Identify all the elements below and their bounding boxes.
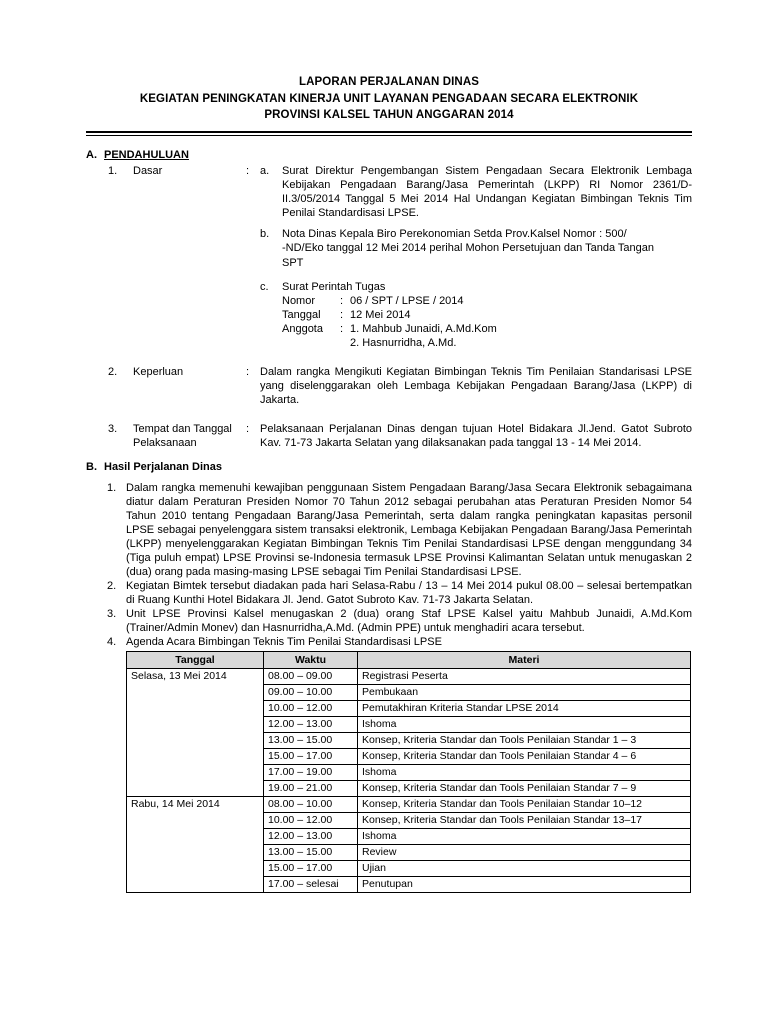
cell-materi: Ishoma xyxy=(358,829,691,845)
cell-materi: Review xyxy=(358,845,691,861)
section-a-item-keperluan xyxy=(86,365,692,407)
section-b-item-3 xyxy=(86,607,692,635)
cell-waktu: 13.00 – 15.00 xyxy=(264,845,358,861)
cell-materi: Ishoma xyxy=(358,765,691,781)
cell-waktu: 08.00 – 10.00 xyxy=(264,797,358,813)
cell-materi: Ujian xyxy=(358,861,691,877)
column-header-waktu: Waktu xyxy=(264,652,358,669)
item-number: 1. xyxy=(107,481,117,494)
sub-b-line-2: -ND/Eko tanggal 12 Mei 2014 perihal Mohon Persetujuan dan Tanda Tangan xyxy=(282,242,655,255)
sub-letter: c. xyxy=(260,280,269,293)
column-header-tanggal: Tanggal xyxy=(127,652,264,669)
sub-text xyxy=(282,227,692,269)
item-colon: : xyxy=(246,165,250,178)
cell-waktu: 10.00 – 12.00 xyxy=(264,813,358,829)
cell-materi: Konsep, Kriteria Standar dan Tools Penilaian Standar 10–12 xyxy=(358,797,691,813)
item-text: Kegiatan Bimtek tersebut diadakan pada hari Selasa-Rabu / 13 – 14 Mei 2014 pukul 08.00 – selesai bertempatkan di Ruang Kunthi Hotel Bidakara Jl. Jend. Gatot Subroto Kav. 71-73 Jakarta Selatan. xyxy=(126,580,692,607)
title-divider-rule xyxy=(86,131,692,136)
item-colon: : xyxy=(246,423,250,436)
spt-tanggal-colon: : xyxy=(340,308,344,321)
spt-tanggal-row xyxy=(282,308,692,322)
cell-waktu: 15.00 – 17.00 xyxy=(264,861,358,877)
title-line-1: LAPORAN PERJALANAN DINAS xyxy=(298,76,480,88)
cell-materi: Ishoma xyxy=(358,717,691,733)
cell-materi: Konsep, Kriteria Standar dan Tools Penilaian Standar 1 – 3 xyxy=(358,733,691,749)
cell-materi: Penutupan xyxy=(358,877,691,893)
item-value xyxy=(260,164,692,350)
cell-waktu: 19.00 – 21.00 xyxy=(264,781,358,797)
cell-waktu: 10.00 – 12.00 xyxy=(264,701,358,717)
sub-text xyxy=(282,280,692,350)
item-colon: : xyxy=(246,366,250,379)
dasar-sub-c xyxy=(260,280,692,350)
item-value: Dalam rangka Mengikuti Kegiatan Bimbingan Teknis Tim Penilaian Standarisasi LPSE yang diselenggarakan oleh Lembaga Kebijakan Pengadaan Barang/Jasa (LKPP) di Jakarta. xyxy=(260,366,692,407)
dasar-sub-a xyxy=(260,164,692,220)
agenda-table-body xyxy=(127,669,691,893)
spt-nomor-row xyxy=(282,294,692,308)
sub-text: Surat Direktur Pengembangan Sistem Pengadaan Secara Elektronik Lembaga Kebijakan Pengadaan Barang/Jasa Pemerintah (LKPP) RI Nomor 2361/D-II.3/05/2014 Tanggal 5 Mei 2014 Hal Undangan Kegiatan Bimbingan Teknis Tim Penilai Standardisasi LPSE. xyxy=(282,165,692,220)
title-line-3: PROVINSI KALSEL TAHUN ANGGARAN 2014 xyxy=(264,109,514,122)
spt-nomor-key: Nomor xyxy=(282,294,316,307)
sub-letter: a. xyxy=(260,165,270,178)
spacer xyxy=(86,451,692,460)
item-number: 4. xyxy=(107,636,117,649)
item-label: Dasar xyxy=(133,165,163,178)
cell-waktu: 12.00 – 13.00 xyxy=(264,829,358,845)
cell-materi: Konsep, Kriteria Standar dan Tools Penilaian Standar 7 – 9 xyxy=(358,781,691,797)
dasar-sub-b xyxy=(260,227,692,269)
section-a-title: PENDAHULUAN xyxy=(104,149,189,162)
item-number: 2. xyxy=(107,580,117,593)
item-text: Unit LPSE Provinsi Kalsel menugaskan 2 (dua) orang Staf LPSE Kalsel yaitu Mahbub Junaidi, A.Md.Kom (Trainer/Admin Monev) dan Hasnurridha,A.Md. (Admin PPE) untuk menghadiri acara tersebut. xyxy=(126,608,692,635)
item-label xyxy=(133,422,246,450)
cell-materi: Pemutakhiran Kriteria Standar LPSE 2014 xyxy=(358,701,691,717)
spt-tanggal-key: Tanggal xyxy=(282,308,321,321)
item-number: 3. xyxy=(108,423,118,436)
cell-waktu: 15.00 – 17.00 xyxy=(264,749,358,765)
item-label: Keperluan xyxy=(133,366,184,379)
spt-title: Surat Perintah Tugas xyxy=(282,280,386,293)
cell-materi: Konsep, Kriteria Standar dan Tools Penilaian Standar 13–17 xyxy=(358,813,691,829)
spacer xyxy=(86,351,692,365)
item-number: 1. xyxy=(108,165,118,178)
spt-details xyxy=(282,294,692,350)
cell-waktu: 17.00 – selesai xyxy=(264,877,358,893)
spt-anggota-colon: : xyxy=(340,322,344,335)
spt-anggota-row xyxy=(282,322,692,336)
cell-waktu: 12.00 – 13.00 xyxy=(264,717,358,733)
agenda-table-head xyxy=(127,652,691,669)
spt-nomor-value: 06 / SPT / LPSE / 2014 xyxy=(350,294,464,307)
cell-tanggal: Selasa, 13 Mei 2014 xyxy=(127,669,264,797)
cell-waktu: 13.00 – 15.00 xyxy=(264,733,358,749)
section-b-item-2 xyxy=(86,579,692,607)
document-content xyxy=(86,74,692,893)
cell-materi: Konsep, Kriteria Standar dan Tools Penilaian Standar 4 – 6 xyxy=(358,749,691,765)
cell-tanggal: Rabu, 14 Mei 2014 xyxy=(127,797,264,893)
cell-waktu: 09.00 – 10.00 xyxy=(264,685,358,701)
spt-nomor-colon: : xyxy=(340,294,344,307)
title-line-2: KEGIATAN PENINGKATAN KINERJA UNIT LAYANAN PENGADAAN SECARA ELEKTRONIK xyxy=(139,92,639,105)
section-b-heading xyxy=(86,460,692,474)
spt-anggota-key: Anggota xyxy=(282,322,323,335)
sub-b-line-3: SPT xyxy=(282,256,304,269)
item-number: 3. xyxy=(107,608,117,621)
table-row xyxy=(127,669,691,685)
spt-anggota-1: 1. Mahbub Junaidi, A.Md.Kom xyxy=(350,322,497,335)
document-title xyxy=(86,74,692,124)
sub-b-line-1: Nota Dinas Kepala Biro Perekonomian Setda Prov.Kalsel Nomor : 500/ xyxy=(282,228,627,241)
agenda-table xyxy=(126,651,691,893)
item-text: Dalam rangka memenuhi kewajiban penggunaan Sistem Pengadaan Barang/Jasa Secara Elektronik sebagaimana diatur dalam Peraturan Presiden Nomor 70 Tahun 2012 sebagai perubahan atas Peraturan Presiden Nomor 54 Tahun 2010 tentang Pengadaan Barang/Jasa Pemerintah, serta dalam rangka peningkatan kapasitas personil LPSE sebagai penyelenggara sistem transaksi elektronik, Lembaga Kebijakan Pengadaan Barang/Jasa Pemerintah (LKPP) menyelenggarakan Kegiatan Bimbingan Teknis Tim Penilai Standardisasi LPSE dengan menggundang 34 (Tiga puluh empat) LPSE Provinsi se-Indonesia termasuk LPSE Provinsi Kalimantan Selatan untuk menugaskan 2 (dua) orang pada masing-masing LPSE sebagai Tim Penilai Standardisasi LPSE. xyxy=(126,481,692,578)
item-label-line-2: Pelaksanaan xyxy=(133,437,197,450)
spacer xyxy=(86,408,692,422)
cell-materi: Registrasi Peserta xyxy=(358,669,691,685)
section-b-list xyxy=(86,481,692,650)
section-b-letter: B. xyxy=(86,461,97,474)
section-a-item-dasar xyxy=(86,164,692,350)
cell-waktu: 08.00 – 09.00 xyxy=(264,669,358,685)
spt-anggota-2: 2. Hasnurridha, A.Md. xyxy=(350,336,457,349)
item-number: 2. xyxy=(108,366,118,379)
spt-tanggal-value: 12 Mei 2014 xyxy=(350,308,411,321)
cell-waktu: 17.00 – 19.00 xyxy=(264,765,358,781)
item-label-line-1: Tempat dan Tanggal xyxy=(133,423,232,436)
cell-materi: Pembukaan xyxy=(358,685,691,701)
item-value: Pelaksanaan Perjalanan Dinas dengan tujuan Hotel Bidakara Jl.Jend. Gatot Subroto Kav. 71-73 Jakarta Selatan yang dilaksanakan pada tanggal 13 - 14 Mei 2014. xyxy=(260,423,692,450)
sub-letter: b. xyxy=(260,228,270,241)
section-a-item-tempat-tanggal xyxy=(86,422,692,450)
table-row xyxy=(127,797,691,813)
section-a-heading xyxy=(86,148,692,162)
agenda-table-wrapper xyxy=(86,651,692,893)
table-header-row xyxy=(127,652,691,669)
section-b-item-4 xyxy=(86,635,692,649)
section-b-title: Hasil Perjalanan Dinas xyxy=(104,461,222,474)
column-header-materi: Materi xyxy=(358,652,691,669)
section-a-letter: A. xyxy=(86,149,97,162)
item-text: Agenda Acara Bimbingan Teknis Tim Penilai Standardisasi LPSE xyxy=(126,636,442,649)
section-b-item-1 xyxy=(86,481,692,580)
